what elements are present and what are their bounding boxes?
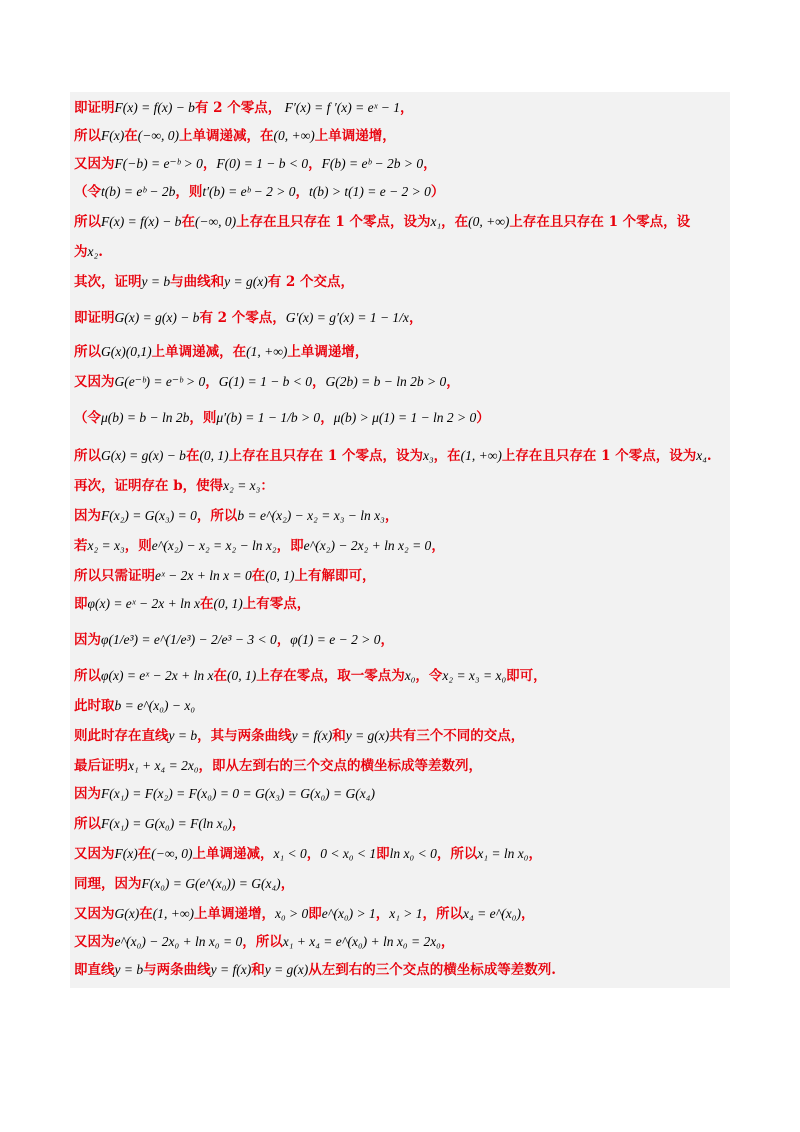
explanation-text: 在 xyxy=(251,568,266,584)
explanation-text: 上单调递增， xyxy=(193,906,275,922)
math-expression: x₁ = ln x₀ xyxy=(477,846,529,861)
explanation-text: ， xyxy=(306,846,321,862)
explanation-text: ， xyxy=(520,906,535,922)
explanation-text: ， xyxy=(276,632,291,648)
explanation-text: 上存在且只存在 1 个零点，设为 xyxy=(501,448,697,464)
explanation-text: ，则 xyxy=(124,538,152,554)
explanation-text: ，在 xyxy=(441,214,469,230)
solution-line-15 xyxy=(74,536,726,556)
explanation-text: ，所以 xyxy=(436,846,478,862)
explanation-text: 在 xyxy=(124,128,138,144)
explanation-text: 在 xyxy=(213,668,227,684)
math-expression: x₀ xyxy=(404,668,416,683)
math-expression: (0, 1) xyxy=(213,596,243,611)
math-expression: φ(1) = e − 2 > 0 xyxy=(290,632,381,647)
math-expression: F(0) = 1 − b < 0 xyxy=(216,156,309,171)
math-expression: y = b xyxy=(168,728,198,743)
explanation-text: 即 xyxy=(74,596,88,612)
explanation-text: ， xyxy=(431,538,445,554)
explanation-text: 又因为 xyxy=(74,934,115,950)
math-expression: (0, +∞) xyxy=(468,214,510,229)
explanation-text: 再次，证明存在 b，使得 xyxy=(74,478,224,494)
solution-line-23 xyxy=(74,784,726,804)
math-expression: y = g(x) xyxy=(345,728,390,743)
explanation-text: （令 xyxy=(74,410,101,426)
math-expression: F′(x) = f ′(x) = eˣ − 1 xyxy=(281,100,400,115)
explanation-text: 与曲线和 xyxy=(170,274,225,290)
explanation-text: 在 xyxy=(199,596,214,612)
solution-line-6 xyxy=(74,242,726,262)
explanation-text: ： xyxy=(260,478,274,494)
explanation-text: . xyxy=(98,244,103,260)
math-expression: F(x₁) = G(x₀) = F(ln x₀) xyxy=(101,816,232,831)
explanation-text: 在 xyxy=(139,906,153,922)
math-expression: 0 < x₀ < 1 xyxy=(320,846,377,861)
solution-line-7 xyxy=(74,272,726,292)
explanation-text: 若 xyxy=(74,538,88,554)
explanation-text: 在 xyxy=(137,846,152,862)
explanation-text: ，所以 xyxy=(196,508,238,524)
explanation-text: 上有零点， xyxy=(242,596,311,612)
solution-line-10 xyxy=(74,372,726,392)
explanation-text: 又因为 xyxy=(74,906,115,922)
math-expression: G(x) = g(x) − b xyxy=(101,448,186,463)
explanation-text: 有 2 个零点， xyxy=(194,100,282,116)
explanation-text: 因为 xyxy=(74,786,101,802)
explanation-text: 又因为 xyxy=(74,374,115,390)
explanation-text: 有 2 个零点， xyxy=(199,310,286,326)
solution-line-22 xyxy=(74,756,726,776)
math-expression: ln x₀ < 0 xyxy=(389,846,437,861)
math-expression: F(b) = eᵇ − 2b > 0 xyxy=(321,156,424,171)
math-expression: x₁ < 0 xyxy=(273,846,307,861)
math-expression: (0, 1) xyxy=(265,568,295,583)
explanation-text: ，所以 xyxy=(242,934,283,950)
explanation-text: 因为 xyxy=(74,632,101,648)
explanation-text: ） xyxy=(476,410,490,426)
explanation-text: 上存在且只存在 1 个零点，设为 xyxy=(228,448,423,464)
explanation-text: 上存在且只存在 1 个零点，设为 xyxy=(236,214,431,230)
explanation-text: 上存在且只存在 1 个零点，设 xyxy=(509,214,691,230)
solution-line-4 xyxy=(74,182,726,202)
explanation-text: . xyxy=(706,448,712,464)
explanation-text: 与两条曲线 xyxy=(143,962,211,978)
explanation-text: 则此时存在直线 xyxy=(74,728,169,744)
explanation-text: 在 xyxy=(185,448,200,464)
solution-line-17 xyxy=(74,594,726,614)
solution-line-27 xyxy=(74,904,726,924)
solution-line-9 xyxy=(74,342,726,362)
explanation-text: 上有解即可， xyxy=(294,568,376,584)
solution-line-13 xyxy=(74,476,726,496)
explanation-text: 所以 xyxy=(74,344,101,360)
explanation-text: ， xyxy=(205,374,219,390)
explanation-text: 又因为 xyxy=(74,156,115,172)
math-expression: t(b) = eᵇ − 2b xyxy=(101,184,176,199)
explanation-text: ， xyxy=(375,906,390,922)
math-expression: x₄ xyxy=(696,448,707,463)
explanation-text: 因为 xyxy=(74,508,101,524)
explanation-text: 即可， xyxy=(506,668,547,684)
explanation-text: 所以 xyxy=(74,128,101,144)
explanation-text: 和 xyxy=(251,962,265,978)
solution-line-20 xyxy=(74,696,726,716)
math-expression: (−∞, 0) xyxy=(194,214,237,229)
math-expression: x₂ xyxy=(87,244,99,259)
explanation-text: 此时取 xyxy=(74,698,115,714)
math-expression: φ(x) = eˣ − 2x + ln x xyxy=(101,668,214,683)
explanation-text: ，令 xyxy=(415,668,443,684)
explanation-text: 在 xyxy=(181,214,195,230)
solution-line-19 xyxy=(74,666,726,686)
math-expression: y = b xyxy=(114,962,144,977)
math-expression: e^(x₂) − x₂ = x₂ − ln x₂ xyxy=(151,538,277,553)
explanation-text: 即 xyxy=(376,846,390,862)
explanation-text: 上存在零点，取一零点为 xyxy=(256,668,405,684)
math-expression: (1, +∞) xyxy=(460,448,502,463)
math-expression: φ(x) = eˣ − 2x + ln x xyxy=(87,596,200,611)
explanation-text: ， xyxy=(280,876,295,892)
math-expression: (0, +∞) xyxy=(273,128,315,143)
explanation-text: 即证明 xyxy=(74,310,115,326)
explanation-text: ） xyxy=(430,184,445,200)
math-expression: F(x₁) = F(x₂) = F(x₀) = 0 = G(x₃) = G(x₀) = G(x₄) xyxy=(101,786,375,801)
explanation-text: ，即 xyxy=(276,538,304,554)
math-expression: y = f(x) xyxy=(291,728,333,743)
math-expression: φ(1/e³) = e^(1/e³) − 2/e³ − 3 < 0 xyxy=(101,632,277,647)
explanation-text: 有 2 个交点， xyxy=(267,274,354,290)
math-expression: y = g(x) xyxy=(264,962,309,977)
math-expression: b = e^(x₂) − x₂ = x₃ − ln x₃ xyxy=(237,508,385,523)
explanation-text: ， xyxy=(384,508,399,524)
solution-line-24 xyxy=(74,814,726,834)
math-expression: F(x₀) = G(e^(x₀)) = G(x₄) xyxy=(141,876,281,891)
solution-line-28 xyxy=(74,932,726,952)
explanation-text: 又因为 xyxy=(74,846,115,862)
math-expression: (1, +∞) xyxy=(246,344,288,359)
solution-line-14 xyxy=(74,506,726,526)
explanation-text: ，则 xyxy=(189,410,217,426)
explanation-text: ，则 xyxy=(175,184,203,200)
explanation-text: 最后证明 xyxy=(74,758,128,774)
math-expression: (−∞, 0) xyxy=(137,128,179,143)
explanation-text: 上单调递减，在 xyxy=(151,344,247,360)
math-expression: (0, 1) xyxy=(226,668,257,683)
solution-line-11 xyxy=(74,408,726,428)
explanation-text: ， xyxy=(308,156,322,172)
explanation-text: 共有三个不同的交点， xyxy=(389,728,525,744)
explanation-text: 上单调递减， xyxy=(192,846,274,862)
explanation-text: ，在 xyxy=(433,448,461,464)
solution-line-5 xyxy=(74,212,726,232)
math-expression: x₂ = x₃ = x₀ xyxy=(442,668,507,683)
math-expression: μ′(b) = 1 − 1/b > 0 xyxy=(216,410,321,425)
explanation-text: ， xyxy=(231,816,246,832)
explanation-text: 其次，证明 xyxy=(74,274,142,290)
explanation-text: 所以 xyxy=(74,448,101,464)
solution-line-2 xyxy=(74,126,726,146)
explanation-text: 上单调递减，在 xyxy=(178,128,274,144)
solution-line-12 xyxy=(74,446,726,466)
math-expression: eˣ − 2x + ln x = 0 xyxy=(155,568,252,583)
explanation-text: 所以 xyxy=(74,668,101,684)
explanation-text: ， xyxy=(408,310,423,326)
explanation-text: ， xyxy=(446,374,460,390)
explanation-text: （令 xyxy=(74,184,101,200)
math-expression: x₃ xyxy=(422,448,434,463)
explanation-text: ，即从左到右的三个交点的横坐标成等差数列， xyxy=(198,758,483,774)
math-expression: (1, +∞) xyxy=(152,906,194,921)
explanation-text: ， xyxy=(528,846,542,862)
math-expression: e^(x₀) > 1 xyxy=(321,906,376,921)
solution-line-29 xyxy=(74,960,726,980)
explanation-text: ， xyxy=(202,156,217,172)
explanation-text: 所以 xyxy=(74,816,101,832)
math-expression: G(x) = g(x) − b xyxy=(114,310,200,325)
math-expression: G(x) xyxy=(114,906,140,921)
explanation-text: 从左到右的三个交点的横坐标成等差数列. xyxy=(308,962,556,978)
solution-line-21 xyxy=(74,726,726,746)
math-expression: G(x)(0,1) xyxy=(101,344,152,359)
explanation-text: 同理，因为 xyxy=(74,876,142,892)
math-expression: G(e⁻ᵇ) = e⁻ᵇ > 0 xyxy=(114,374,206,389)
math-expression: y = b xyxy=(141,274,171,289)
math-expression: G′(x) = g′(x) = 1 − 1/x xyxy=(285,310,409,325)
solution-line-18 xyxy=(74,630,726,650)
math-expression: F(x) xyxy=(114,846,138,861)
math-expression: t′(b) = eᵇ − 2 > 0 xyxy=(202,184,296,199)
math-expression: y = f(x) xyxy=(210,962,252,977)
explanation-text: 所以 xyxy=(74,214,101,230)
explanation-text: ， xyxy=(423,156,437,172)
explanation-text: 和 xyxy=(332,728,346,744)
explanation-text: ， xyxy=(380,632,394,648)
explanation-text: ，所以 xyxy=(422,906,464,922)
math-expression: x₀ > 0 xyxy=(274,906,309,921)
explanation-text: 上单调递增， xyxy=(287,344,369,360)
math-expression: x₄ = e^(x₀) xyxy=(463,906,521,921)
math-expression: F(x) = f(x) − b xyxy=(114,100,195,115)
math-expression: x₂ = x₃ xyxy=(87,538,125,553)
math-expression: x₁ + x₄ = e^(x₀) + ln x₀ = 2x₀ xyxy=(282,934,441,949)
math-expression: e^(x₀) − 2x₀ + ln x₀ = 0 xyxy=(114,934,243,949)
math-expression: e^(x₂) − 2x₂ + ln x₂ = 0 xyxy=(303,538,432,553)
solution-line-26 xyxy=(74,874,726,894)
math-expression: (−∞, 0) xyxy=(151,846,193,861)
explanation-text: 为 xyxy=(74,244,88,260)
math-expression: y = g(x) xyxy=(224,274,268,289)
math-expression: F(−b) = e⁻ᵇ > 0 xyxy=(114,156,203,171)
solution-line-1 xyxy=(74,98,726,118)
math-expression: G(2b) = b − ln 2b > 0 xyxy=(325,374,447,389)
solution-line-8 xyxy=(74,308,726,328)
solution-line-25 xyxy=(74,844,726,864)
explanation-text: 即直线 xyxy=(74,962,115,978)
explanation-text: 上单调递增， xyxy=(314,128,396,144)
math-expression: x₁ xyxy=(430,214,442,229)
explanation-text: ， xyxy=(400,100,414,116)
explanation-text: ， xyxy=(320,410,334,426)
solution-line-16 xyxy=(74,566,726,586)
math-expression: x₁ + x₄ = 2x₀ xyxy=(128,758,199,773)
explanation-text: ， xyxy=(440,934,455,950)
explanation-text: ， xyxy=(312,374,326,390)
math-expression: x₁ > 1 xyxy=(389,906,423,921)
solution-line-3 xyxy=(74,154,726,174)
math-expression: x₂ = x₃ xyxy=(223,478,261,493)
explanation-text: 即证明 xyxy=(74,100,115,116)
math-expression: (0, 1) xyxy=(199,448,229,463)
math-expression: F(x) = f(x) − b xyxy=(101,214,182,229)
explanation-text: ，其与两条曲线 xyxy=(197,728,292,744)
math-expression: G(1) = 1 − b < 0 xyxy=(218,374,313,389)
math-expression: F(x) xyxy=(101,128,125,143)
math-expression: t(b) > t(1) = e − 2 > 0 xyxy=(309,184,431,199)
math-expression: F(x₂) = G(x₃) = 0 xyxy=(101,508,197,523)
explanation-text: 即 xyxy=(308,906,322,922)
explanation-text: ， xyxy=(295,184,309,200)
explanation-text: 所以只需证明 xyxy=(74,568,155,584)
math-expression: μ(b) = b − ln 2b xyxy=(101,410,190,425)
math-expression: b = e^(x₀) − x₀ xyxy=(114,698,196,713)
math-expression: μ(b) > μ(1) = 1 − ln 2 > 0 xyxy=(333,410,477,425)
